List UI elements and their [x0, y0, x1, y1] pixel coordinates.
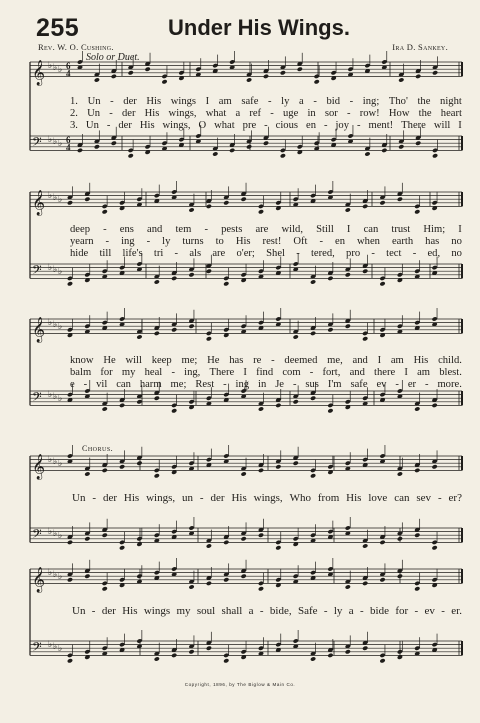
flat-icon: ♭ — [53, 529, 58, 539]
lyric-syllable: harm — [139, 379, 162, 390]
lyric-syllable: - — [360, 605, 364, 617]
flat-icon: ♭ — [58, 139, 63, 149]
treble-clef-icon: 𝄞 — [32, 454, 46, 480]
lyric-syllable: safe — [241, 96, 259, 107]
lyric-syllable: me; — [181, 355, 198, 366]
flat-icon: ♭ — [48, 527, 53, 537]
lyric-syllable: a — [348, 605, 354, 617]
lyric-syllable: com — [282, 367, 301, 378]
treble-clef-icon: 𝄞 — [32, 190, 46, 216]
lyric-syllable: trust — [391, 224, 411, 235]
lyric-syllable: ev — [376, 379, 387, 390]
lyric-syllable: der — [102, 492, 117, 504]
lyric-syllable: and — [147, 224, 163, 235]
lyric-syllable: child. — [438, 355, 462, 366]
lyric-syllable: there — [374, 367, 396, 378]
lyric-syllable: know — [70, 355, 94, 366]
lyric-syllable: Un — [72, 492, 86, 504]
flat-icon: ♭ — [53, 642, 58, 652]
lyric-syllable: find — [256, 367, 274, 378]
lyric-syllable: wild, — [281, 224, 303, 235]
lyric-line — [70, 355, 462, 367]
flat-icon: ♭ — [53, 63, 58, 73]
lyric-syllable: tect — [386, 248, 402, 259]
lyric-syllable: the — [417, 96, 431, 107]
lyric-syllable: er — [407, 379, 417, 390]
lyric-syllable: - — [356, 120, 361, 131]
lyric-syllable: der — [121, 108, 136, 119]
lyric-syllable: fort, — [322, 367, 341, 378]
lyric-syllable: - — [174, 248, 179, 259]
treble-clef-icon: 𝄞 — [32, 317, 46, 343]
lyric-syllable: Him; — [423, 224, 446, 235]
lyric-syllable: ing; — [362, 96, 380, 107]
lyric-syllable: what — [205, 108, 227, 119]
lyric-syllable: ly — [162, 236, 171, 247]
lyric-syllable: - — [105, 236, 110, 247]
flat-icon: ♭ — [58, 65, 63, 75]
lyric-line — [70, 224, 462, 236]
lyric-syllable: uge — [282, 108, 299, 119]
lyric-syllable: will — [433, 120, 451, 131]
lyric-syllable: His — [235, 236, 251, 247]
lyric-syllable: safe — [350, 379, 368, 390]
lyric-syllable: Still — [316, 224, 334, 235]
lyric-syllable: How — [388, 108, 410, 119]
lyric-syllable: for — [395, 605, 409, 617]
lyric-syllable: I — [346, 224, 351, 235]
lyric-syllable: 3. — [70, 120, 78, 131]
lyric-syllable: wings, — [162, 120, 191, 131]
flat-icon: ♭ — [48, 318, 53, 328]
flat-icon: ♭ — [58, 322, 63, 332]
hymn-title: Under His Wings. — [168, 15, 350, 40]
lyric-syllable: night — [440, 96, 462, 107]
lyric-syllable: - — [199, 492, 204, 504]
lyric-syllable: - — [264, 120, 268, 131]
bass-clef-icon: 𝄢 — [32, 526, 42, 545]
lyric-syllable: pests — [221, 224, 243, 235]
flat-icon: ♭ — [53, 193, 58, 203]
lyric-syllable: no — [451, 236, 462, 247]
lyric-syllable: He — [207, 355, 220, 366]
lyric-syllable: O — [198, 120, 207, 131]
lyric-syllable: will — [125, 355, 142, 366]
lyric-syllable: am — [417, 367, 431, 378]
lyric-syllable: der — [123, 96, 137, 107]
lyric-syllable: ment! — [368, 120, 394, 131]
lyric-syllable: hide — [70, 248, 89, 259]
lyric-syllable: turns — [182, 236, 204, 247]
lyric-syllable: are — [212, 248, 226, 259]
flat-icon: ♭ — [48, 568, 53, 578]
lyric-syllable: tri — [153, 248, 164, 259]
lyric-syllable: heart — [440, 108, 462, 119]
lyric-syllable: - — [296, 248, 300, 259]
lyric-syllable: wings — [143, 605, 171, 617]
flat-icon: ♭ — [58, 572, 63, 582]
hymn-number: 255 — [36, 14, 80, 42]
lyric-syllable: cious — [275, 120, 299, 131]
lyric-syllable: my — [176, 605, 191, 617]
lyric-syllable: - — [83, 379, 88, 390]
lyric-syllable: I'm — [327, 379, 342, 390]
lyric-syllable: - — [270, 108, 274, 119]
lyric-syllable: - — [271, 355, 275, 366]
lyric-syllable: has — [229, 355, 244, 366]
lyric-syllable: His — [231, 492, 247, 504]
lyric-syllable: I — [377, 355, 382, 366]
flat-icon: ♭ — [53, 570, 58, 580]
lyric-syllable: balm — [70, 367, 92, 378]
lyric-syllable: - — [313, 96, 317, 107]
lyric-syllable: - — [412, 248, 417, 259]
flat-icon: ♭ — [48, 135, 53, 145]
lyric-syllable: wings — [170, 96, 197, 107]
lyric-syllable: There — [401, 120, 426, 131]
lyric-syllable: - — [414, 605, 419, 617]
lyric-syllable: - — [171, 367, 175, 378]
flat-icon: ♭ — [48, 61, 53, 71]
lyric-syllable: a — [248, 605, 254, 617]
flat-icon: ♭ — [58, 267, 63, 277]
lyric-syllable: me; — [170, 379, 187, 390]
lyric-syllable: His — [122, 605, 138, 617]
lyric-syllable: en — [306, 120, 316, 131]
lyric-syllable: ing — [235, 379, 250, 390]
flat-icon: ♭ — [58, 459, 63, 469]
lyric-syllable: ing, — [184, 367, 201, 378]
lyric-syllable: - — [309, 367, 314, 378]
lyric-syllable: bide, — [269, 605, 292, 617]
lyric-syllable: no — [451, 248, 462, 259]
lyric-syllable: ly — [333, 605, 343, 617]
lyric-syllable: der — [210, 492, 225, 504]
time-signature-top: 6 — [66, 135, 71, 145]
lyric-syllable: can — [394, 492, 410, 504]
lyric-syllable: keep — [151, 355, 172, 366]
lyric-syllable: earth — [391, 236, 414, 247]
lyric-syllable: - — [204, 224, 208, 235]
treble-clef-icon: 𝄞 — [32, 60, 46, 86]
lyric-syllable: blest. — [439, 367, 462, 378]
flat-icon: ♭ — [48, 455, 53, 465]
lyric-syllable: re — [253, 355, 262, 366]
lyric-syllable: joy — [335, 120, 350, 131]
lyric-syllable: He — [103, 355, 116, 366]
lyric-syllable: I — [243, 367, 247, 378]
lyric-syllable: - — [110, 96, 114, 107]
lyric-syllable: a — [299, 96, 304, 107]
flat-icon: ♭ — [53, 392, 58, 402]
lyric-syllable: - — [106, 120, 111, 131]
lyric-syllable: Un — [87, 96, 101, 107]
lyric-syllable: - — [346, 108, 351, 119]
lyric-syllable: His — [346, 492, 362, 504]
flat-icon: ♭ — [58, 195, 63, 205]
lyric-syllable: can — [363, 224, 379, 235]
lyric-syllable: vil — [96, 379, 108, 390]
chorus-label: Chorus. — [82, 444, 114, 453]
lyric-syllable: - — [92, 492, 97, 504]
lyric-syllable: row! — [359, 108, 380, 119]
lyric-syllable: bid — [326, 96, 341, 107]
lyric-syllable: I — [205, 96, 210, 107]
lyric-syllable: has — [425, 236, 440, 247]
lyric-syllable: - — [292, 379, 297, 390]
lyric-syllable: in — [258, 379, 267, 390]
lyric-syllable: Un — [72, 605, 86, 617]
lyric-syllable: deep — [70, 224, 90, 235]
bass-clef-icon: 𝄢 — [32, 262, 42, 281]
lyric-syllable: life's — [122, 248, 143, 259]
time-signature-bottom: 4 — [66, 142, 71, 153]
lyric-line — [70, 379, 462, 391]
flat-icon: ♭ — [58, 644, 63, 654]
lyric-line — [70, 108, 462, 120]
lyric-syllable: from — [317, 492, 340, 504]
lyric-syllable: un — [182, 492, 194, 504]
lyric-syllable: - — [395, 379, 399, 390]
lyric-syllable: my — [121, 367, 136, 378]
lyric-syllable: Shel — [266, 248, 285, 259]
lyricist-credit: Rev. W. O. Cushing. — [38, 42, 114, 52]
lyric-syllable: wings, — [253, 492, 283, 504]
lyric-syllable: - — [437, 492, 442, 504]
flat-icon: ♭ — [53, 137, 58, 147]
lyric-syllable: - — [424, 379, 429, 390]
lyric-syllable: - — [268, 96, 272, 107]
lyric-syllable: and — [349, 367, 365, 378]
lyric-syllable: rest! — [262, 236, 282, 247]
lyric-syllable: ref — [249, 108, 262, 119]
lyric-syllable: Tho' — [388, 96, 408, 107]
lyric-syllable: deemed — [284, 355, 318, 366]
lyric-syllable: Who — [289, 492, 311, 504]
lyric-syllable: His — [146, 96, 162, 107]
lyric-syllable: are — [255, 224, 269, 235]
lyric-syllable: can — [116, 379, 131, 390]
flat-icon: ♭ — [48, 390, 53, 400]
lyric-syllable: sev — [416, 492, 432, 504]
flat-icon: ♭ — [53, 320, 58, 330]
performance-direction: Solo or Duet. — [86, 52, 140, 63]
lyric-syllable: er? — [448, 492, 462, 504]
lyric-syllable: ev — [424, 605, 435, 617]
flat-icon: ♭ — [58, 394, 63, 404]
staff-system-5 — [0, 557, 480, 697]
lyric-line — [70, 248, 462, 260]
lyric-syllable: tem — [175, 224, 192, 235]
lyric-syllable: ens — [119, 224, 134, 235]
lyric-syllable: en — [335, 236, 346, 247]
lyric-line — [70, 236, 462, 248]
time-signature-top: 6 — [66, 61, 71, 71]
lyric-syllable: for — [100, 367, 113, 378]
treble-clef-icon: 𝄞 — [32, 567, 46, 593]
lyric-syllable: Safe — [297, 605, 318, 617]
lyric-syllable: - — [349, 96, 354, 107]
lyric-syllable: - — [259, 605, 264, 617]
lyric-syllable: heal — [144, 367, 163, 378]
lyric-syllable: soul — [196, 605, 216, 617]
lyric-syllable: His — [413, 355, 429, 366]
flat-icon: ♭ — [53, 457, 58, 467]
lyric-syllable: pro — [346, 248, 361, 259]
flat-icon: ♭ — [53, 265, 58, 275]
lyric-syllable: There — [209, 367, 235, 378]
bass-clef-icon: 𝄢 — [32, 134, 42, 153]
lyric-syllable: - — [103, 224, 107, 235]
lyric-syllable: - — [91, 605, 96, 617]
lyric-syllable: to — [215, 236, 224, 247]
lyric-syllable: - — [371, 248, 375, 259]
lyric-syllable: and — [352, 355, 368, 366]
flat-icon: ♭ — [48, 263, 53, 273]
lyric-syllable: Oft — [293, 236, 308, 247]
flat-icon: ♭ — [48, 640, 53, 650]
lyric-syllable: als — [189, 248, 202, 259]
lyric-syllable: er. — [451, 605, 462, 617]
lyric-syllable: I — [458, 224, 462, 235]
composer-credit: Ira D. Sankey. — [392, 42, 448, 52]
lyric-syllable: ed, — [427, 248, 441, 259]
flat-icon: ♭ — [58, 531, 63, 541]
lyric-syllable: sus — [305, 379, 319, 390]
lyric-syllable: Je — [275, 379, 285, 390]
lyric-syllable: bide — [370, 605, 389, 617]
lyric-syllable: o'er; — [236, 248, 255, 259]
lyric-syllable: - — [441, 605, 445, 617]
lyric-syllable: His — [123, 492, 140, 504]
lyric-syllable: sor — [324, 108, 338, 119]
lyric-syllable: His — [139, 120, 155, 131]
lyric-syllable: wings, — [168, 108, 197, 119]
lyric-line — [70, 120, 462, 132]
lyric-syllable: till — [99, 248, 112, 259]
copyright-notice: Copyright, 1896, by The Biglow & Main Co. — [184, 682, 296, 687]
bass-clef-icon: 𝄢 — [32, 389, 42, 408]
lyric-syllable: e — [70, 379, 75, 390]
lyric-syllable: 2. — [70, 108, 78, 119]
lyric-syllable: Un — [85, 120, 99, 131]
lyric-syllable: der — [101, 605, 116, 617]
lyric-syllable: Rest — [195, 379, 215, 390]
lyric-syllable: what — [214, 120, 235, 131]
lyric-syllable: when — [357, 236, 380, 247]
lyric-syllable: ing — [121, 236, 135, 247]
refrain-line — [72, 605, 462, 617]
lyric-syllable: shall — [221, 605, 243, 617]
lyric-syllable: ly — [281, 96, 290, 107]
bass-clef-icon: 𝄢 — [32, 639, 42, 658]
lyric-syllable: - — [323, 605, 328, 617]
lyric-syllable: tered, — [310, 248, 335, 259]
lyric-syllable: - — [146, 236, 151, 247]
lyric-syllable: - — [319, 236, 324, 247]
lyric-syllable: - — [323, 120, 328, 131]
lyric-syllable: I — [458, 120, 462, 131]
lyric-syllable: - — [109, 108, 113, 119]
time-signature-bottom: 4 — [66, 68, 71, 79]
lyric-line — [70, 96, 462, 108]
lyric-syllable: I — [404, 367, 408, 378]
lyric-syllable: der — [118, 120, 132, 131]
lyric-syllable: more. — [437, 379, 462, 390]
lyric-syllable: Un — [87, 108, 101, 119]
lyric-syllable: wings, — [146, 492, 176, 504]
flat-icon: ♭ — [48, 191, 53, 201]
lyric-syllable: - — [223, 379, 227, 390]
lyric-syllable: me, — [327, 355, 343, 366]
lyric-syllable: am — [218, 96, 232, 107]
lyric-syllable: pre — [242, 120, 257, 131]
lyric-syllable: love — [368, 492, 388, 504]
refrain-line — [72, 492, 462, 504]
lyric-syllable: a — [235, 108, 241, 119]
lyric-syllable: yearn — [70, 236, 94, 247]
lyric-syllable: am — [390, 355, 404, 366]
lyric-syllable: His — [144, 108, 160, 119]
lyric-syllable: the — [418, 108, 432, 119]
lyric-syllable: 1. — [70, 96, 78, 107]
lyric-syllable: in — [307, 108, 316, 119]
lyric-line — [70, 367, 462, 379]
